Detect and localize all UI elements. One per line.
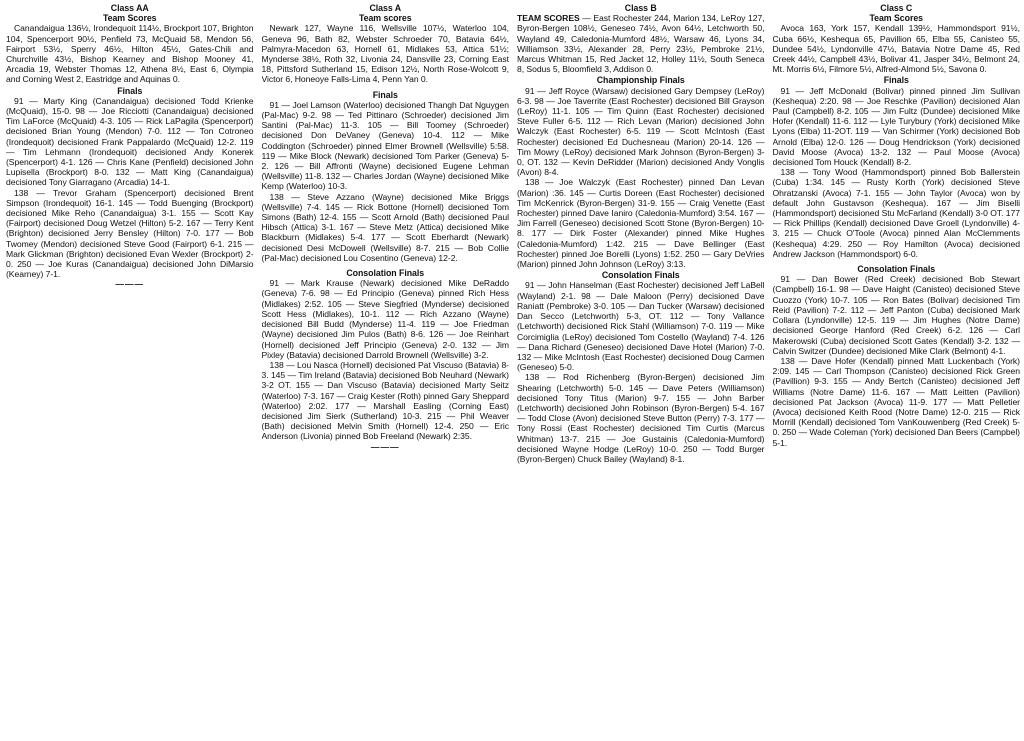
class-aa-finals-2: 138 — Trevor Graham (Spencerport) decisioned Brent Simpson (Irondequoit) 16-1. 145 — Todd Buenging (Brockport) decisioned Mike Reho (Canandaigua) 3-1. 155 — Scott Kay (Fairport) decisioned Doug Wetzel (Hilton) 5-2. 167 — Terry Kent (Brighton) decisioned Jerry Bensley (Hilton) 7-0. 177 — Bob Twomey (Mendon) decisioned Steve Good (Fairport) 6-1. 215 — Mark Glickman (Brighton) decisioned Evan Wexler (Brockport) 2-0. 250 — Joe Kuras (Canandaigua) decisioned John DiMarsio (Kearney) 7-1. [6, 187, 254, 280]
class-b-championship: 91 — Jeff Royce (Warsaw) decisioned Gary Dempsey (LeRoy) 6-3. 98 — Joe Taverrite (East Rochester) decisioned Bill Grayson (LeRoy) 11-1. 105 — Tim Quinn (East Rochester) decisioned Steve Fuller 6-5. 112 — Rich Levan (Marion) decisioned John Walczyk (East Rochester) 6-5. 119 — Scott McIntosh (East Rochester) decisioned Ed Duchesneau (Marion) 20-14. 126 — Tim Mowry (LeRoy) decisioned Mark Johnson (Byron-Bergen) 3-0, OT. 132 — Kevin DeRidder (Marion) decisioned Andy Vonglis (Avon) 8-4. [517, 85, 765, 178]
class-a-consolation: 91 — Mark Krause (Newark) decisioned Mike DeRaddo (Geneva) 7-6. 98 — Ed Principio (Geneva) pinned Rich Hess (Midlakes) 2:52. 105 — Steve Siegfried (Mynderse) decisioned Scott Hess (Midlakes), 10-1. 112 — Rich Azzano (Wayne) decisioned Bill Budd (Mynderse) 11-4. 119 — Joe Friedman (Wayne) decisioned Jim Pulos (Bath) 8-6. 126 — Joe Reinhart (Hornell) decisioned Jeff Principio (Geneva) 2-0. 132 — Jim Pixley (Batavia) decisioned Darrold Brownell (Wellsville) 3-2. [261, 278, 509, 360]
class-c-consolation-heading: Consolation Finals [857, 264, 936, 275]
class-a-consolation-heading: Consolation Finals [346, 268, 425, 279]
class-c-team-scores-heading: Team Scores [869, 13, 924, 24]
class-c-consolation: 91 — Dan Bower (Red Creek) decisioned Bob Stewart (Campbell) 16-1. 98 — Dave Haight (Canisteo) decisioned Steve Cuozzo (York) 10-7. 105 — Ron Bates (Bolivar) decisioned Tim Reid (Pavilion) 7-2. 112 — Jeff Panton (Cuba) decisioned Mark Collara (Lyndonville) 12-5. 119 — Jim Hughes (Notre Dame) decisioned George Hanford (Red Creek) 6-2. 126 — Carl Makerowski (Cuba) decisioned Scott Gates (Kendall) 3-2. 132 — Calvin Switzer (Dundee) decisioned Mike Clark (Belmont) 4-1. [772, 274, 1020, 356]
class-b-consolation-2: 138 — Rod Richenberg (Byron-Bergen) decisioned Jim Shearing (Letchworth) 5-0. 145 — Dave Peters (Williamson) decisioned Tony Titus (Marion) 9-7. 155 — John Barber (Letchworth) decisioned John Robinson (Byron-Bergen) 5-4. 167 — Todd Close (Avon) decisioned Steve Button (Perry) 7-3. 177 — Tony Rossi (East Rochester) decisioned Tim Curtis (Marcus Whitman) 13-7. 215 — Joe Gustainis (Caledonia-Mumford) decisioned Wayne Hodge (LeRoy) 10-0. 250 — Todd Burger (Byron-Bergen) Chuck Bailey (Wayland) 8-1. [517, 372, 765, 464]
class-b-consolation: 91 — John Hanselman (East Rochester) decisioned Jeff LaBell (Wayland) 2-1. 98 — Dale Maloon (Perry) decisioned Dave Raniatt (Pembroke) 3-0. 105 — Dan Tucker (Warsaw) decisioned Dan Secco (Letchworth) 5-3, OT. 112 — Tony Vallance (Letchworth) decisioned Rick Stahl (Williamson) 7-0. 119 — Mike Corcimiglia (LeRoy) decisioned Tom Costello (Wayland) 7-4. 126 — Dana Richard (Geneseo) decisioned Dave Hotel (Marion) 7-0. 132 — Mike McIntosh (East Rochester) decisioned Doug Carmen (Geneseo) 5-0. [517, 280, 765, 373]
column-class-aa [6, 2, 254, 741]
class-b-team-scores-lead: TEAM SCORES [517, 13, 580, 24]
class-a-team-scores-heading: Team scores [358, 13, 412, 24]
class-c-finals-heading: Finals [883, 75, 909, 86]
class-a-end-rule: ——— [370, 441, 400, 452]
class-c-consolation-2: 138 — Dave Hofer (Kendall) pinned Matt Luckenbach (York) 2:09. 145 — Carl Thompson (Canisteo) decisioned Rick Green (Pavillion) 9-3. 155 — Andy Bertch (Canisteo) decisioned Jeff Williams (Notre Dame) 11-6. 167 — Matt Leitten (Pavilion) decisioned Pat Jackson (Avoca) 11-9. 177 — Matt Pelletier (Avoca) decisioned Keith Rood (Notre Dame) 12-0. 215 — Rick Morrill (Kendall) decisioned Tom VanKouwenberg (Red Creek) 5-0. 250 — Wade Coleman (York) decisioned Dan Beers (Campbel) 5-1. [772, 355, 1020, 448]
class-c-finals-2: 138 — Tony Wood (Hammondsport) pinned Bob Ballerstein (Cuba) 1:34. 145 — Rusty Korth (York) decisioned Steve Ohratzanski (Avoca) 7-1. 155 — John Taylor (Avoca) won by default John Gustavson (Keshequa). 167 — Jim Biselli (Hammondsport) decisioned Stu McFarland (Kendall) 3-0 OT. 177 — Rick Phillips (Kendall) decisioned Dave Groell (Lyndonville) 4-3. 215 — Chuck O'Toole (Avoca) pinned Alan McClemments (Keshequa) 4:29. 250 — Roy Hamilton (Avoca) decisioned Andrew Jackson (Hammondsport) 6-0. [772, 167, 1020, 259]
class-b-championship-2: 138 — Joe Walczyk (East Rochester) pinned Dan Levan (Marion) :36. 145 — Curtis Doreen (East Rochester) decisioned Tim McKenrick (Byron-Bergen) 31-9. 155 — Craig Venette (East Rochester) pinned Dave Ianiro (Caledonia-Mumford) 3:54. 167 — Jim Farrell (Geneseo) decisioned Scott Stone (Byron-Bergen) 10-8. 177 — Dirk Foster (Alexander) pinned Mike Hughes (Caledonia-Mumford) 1:42. 215 — Dave Bellinger (East Rochester) pinned Joe Borelli (Lyons) 1:52. 250 — Gary DeVries (Marion) pinned John Johnson (LeRoy) 3:13. [517, 177, 765, 270]
class-aa-end-rule: ——— [115, 279, 145, 290]
class-a-consolation-2: 138 — Lou Nasca (Hornell) decisioned Pat Viscuso (Batavia) 8-3. 145 — Tim Ireland (Batavia) decisioned Bob Neuhard (Newark) 3-2 OT. 155 — Dan Viscuso (Batavia) decisioned Marty Seitz (Waterloo) 7-3. 167 — Craig Kester (Roth) pinned Gary Sheppard (Waterloo) 2:02. 177 — Marshall Easling (Corning East) decisioned Jim Sierk (Sutherland) 10-3. 215 — Phil Weaver (Bath) decisioned Melvin Smith (Hornell) 12-4. 250 — Eric Anderson (Livonia) pinned Bob Freeland (Newark) 2:35. [261, 359, 509, 442]
column-class-c [773, 2, 1021, 741]
class-b-team-scores-para [517, 13, 765, 74]
class-c-title: Class C [880, 3, 913, 13]
class-c-finals: 91 — Jeff McDonald (Bolivar) pinned pinned Jim Sullivan (Keshequa) 2:20. 98 — Joe Reschke (Pavilion) decisioned Alan Paul (Campbell) 8-2. 105 — Jim Fultz (Dundee) decisioned Mike Hofer (Kendall) 11-6. 112 — Lyle Turybury (York) decisioned Mike Lyons (Elba) 11-2OT. 119 — Van Schirmer (York) decisioned Bob Arnold (Elba) 12-0. 126 — Doug Hendrickson (York) decisioned David Moose (Avoca) 13-2. 132 — Paul Moose (Avoca) decisioned Tom Houck (Kendall) 8-2. [772, 85, 1020, 168]
class-a-finals-heading: Finals [372, 89, 398, 100]
class-a-finals: 91 — Joel Lamson (Waterloo) decisioned Thangh Dat Nguygen (Pal-Mac) 9-2. 98 — Ted Pittinaro (Schroeder) decisioned Jim Santini (Pal-Mac) 11-3. 105 — Bill Toomey (Schroeder) decisioned Don DeVaney (Geneva) 10-4. 112 — Mike Coddington (Schroeder) pinned Elmer Brownell (Wellsville) 5:58. 119 — Mike Block (Newark) decisioned Tom Parker (Geneva) 5-2. 126 — Bill Affronti (Wayne) decisioned Eugene Lehman (Wellsville) 11-8. 132 — Charles Jordan (Wayne) decisioned Mike Kemp (Waterloo) 10-3. [261, 99, 509, 192]
class-aa-finals: 91 — Marty King (Canandaigua) decisioned Todd Krienke (McQuaid), 15-0. 98 — Joe Ricciotti (Canandaigua) decisioned Tim LaForce (McQuaid) 4-3. 105 — Rick LaPagila (Spencerport) decisioned Brian Young (Mendon) 7-0. 112 — Ton Cotroneo (Irondequoit) decisioned Frank Pappalardo (McQuaid) 12-2. 119 — Tim Lehmann (Irondequoit) decisioned Andy Konerek (Spencerport) 4-1. 126 — Chris Kane (Penfield) decisioned John Lupisella (Brockport) 8-0. 132 — Matt King (Canandaigua) decisioned Tony Giarragano (Arcadia) 14-1. [6, 95, 254, 188]
class-c-team-scores: Avoca 163, York 157, Kendall 139½, Hammondsport 91½, Cuba 66½, Keshequa 65, Pavillion 65, Elba 55, Canisteo 55, Dundee 54½, Lyndonville 47½, Batavia Notre Dame 45, Red Creek 44½, Campbell 43½, Bolivar 41, Jasper 34½, Belmont 24, Mt. Morris 6½, Filmore 5½, Alfred-Almond 5½, Savona 0. [772, 23, 1020, 75]
class-a-finals-2: 138 — Steve Azzano (Wayne) decisioned Mike Briggs (Wellsville) 7-4. 145 — Rick Bottone (Hornell) decisioned Tom Simons (Bath) 12-4. 155 — Scott Arnold (Bath) decisioned Paul Hibsch (Attica) 3-1. 167 — Steve Metz (Attica) decisioned Mike Blackburn (Midlakes) 5-4. 177 — Scott Eberhardt (Newark) decisioned Desi McDowell (Wellsville) 8-7. 215 — Bob Collie (Pal-Mac) decisioned Lou Cosentino (Geneva) 12-2. [261, 191, 509, 263]
class-aa-title: Class AA [110, 3, 149, 13]
column-class-a [262, 2, 510, 741]
class-aa-finals-heading: Finals [117, 85, 143, 96]
class-aa-team-scores: Canandaigua 136½, Irondequoit 114½, Brockport 107, Brighton 104, Spencerport 90½, Penfield 73, McQuaid 58, Mendon 56, Fairport 53½, Sperry 46½, Hilton 45½, Gates-Chili and Churchville 43½, Bishop Kearney and Bishop Mooney 41, Arcadia 19, Webster Thomas 12, Athena 8½, East 6, Olympia and Corning West 2, Eastridge and Aquinas 0. [6, 23, 254, 85]
class-a-title: Class A [369, 3, 402, 13]
column-class-b [517, 2, 765, 741]
class-b-championship-heading: Championship Finals [596, 75, 685, 86]
class-b-consolation-heading: Consolation Finals [601, 270, 680, 281]
class-b-title: Class B [624, 3, 657, 13]
class-b-team-scores: — East Rochester 244, Marion 134, LeRoy 127, Byron-Bergen 108½, Geneseo 74½, Avon 64½, Letchworth 50, Wayland 49, Caledonia-Mumford 48½, Warsaw 46, Lyons 34, Williamson 33½, Alexander 28, Perry 23½, Pembroke 21½, Marcus Whitman 15, Red Jacket 12, Holley 11½, South Seneca 8, Sodus 5, Bloomfield 3, Addison 0. [517, 13, 765, 75]
class-aa-team-scores-heading: Team Scores [102, 13, 157, 24]
class-a-team-scores: Newark 127, Wayne 116, Wellsville 107½, Waterloo 104, Geneva 96, Bath 82, Webster Schroeder 70, Batavia 64½, Palmyra-Macedon 63, Hornell 61, Midlakes 53, Attica 51½; Mynderse 38½, Roth 32, Livonia 24, Dansville 23, Corning East 18, Pittsford Sutherland 15, Edison 12½, North Rose-Wolcott 9, Victor 6, Honeoye Falls-Lima 4, Penn Yan 0. [261, 23, 509, 85]
